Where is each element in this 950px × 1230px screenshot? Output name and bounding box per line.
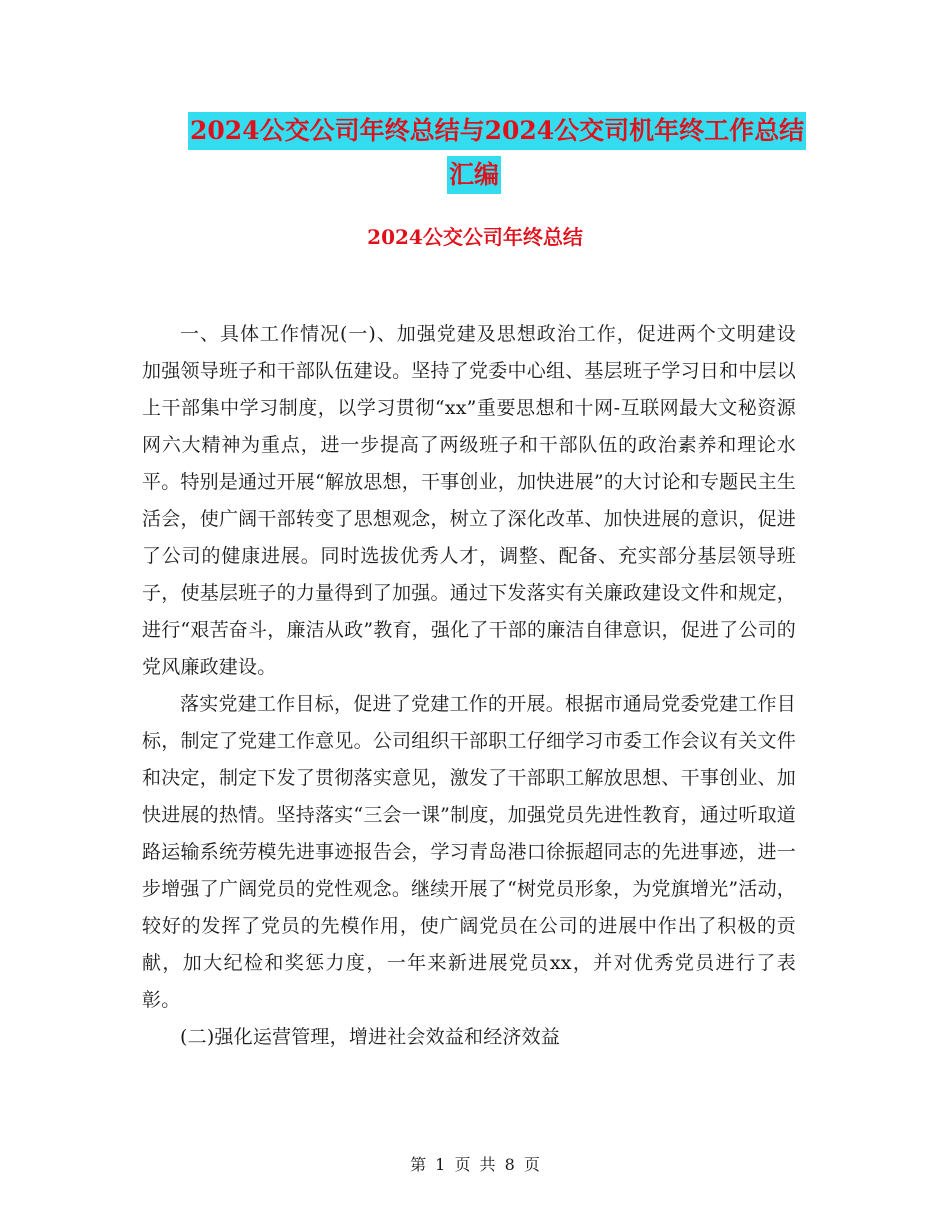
title-line-2: 汇编 (447, 156, 501, 194)
page-footer: 第 1 页 共 8 页 (410, 1155, 540, 1174)
paragraph-1: 一、具体工作情况(一)、加强党建及思想政治工作，促进两个文明建设 加强领导班子和干部队伍建设。坚持了党委中心组、基层班子学习日和中层以上干部集中学习制度，以学习贯彻“xx”重要思想和十网-互联网最大文秘资源网六大精神为重点，进一步提高了两级班子和干部队伍的政治素养和理论水平。特别是通过开展“解放思想，干事创业，加快进展”的大讨论和专题民主生活会，使广阔干部转变了思想观念，树立了深化改革、加快进展的意识，促进了公司的健康进展。同时选拔优秀人才，调整、配备、充实部分基层领导班子，使基层班子的力量得到了加强。通过下发落实有关廉政建设文件和规定，进行“艰苦奋斗，廉洁从政”教育，强化了干部的廉洁自律意识，促进了公司的党风廉政建设。 (142, 323, 796, 678)
document-body (142, 316, 796, 1056)
section-title: 2024公交公司年终总结 (367, 225, 583, 249)
title-line-1: 2024公交公司年终总结与2024公交司机年终工作总结 (188, 112, 806, 150)
paragraph-3: (二)强化运营管理，增进社会效益和经济效益 (180, 1026, 561, 1048)
paragraph-2: 落实党建工作目标，促进了党建工作的开展。根据市通局党委党建工作目标，制定了党建工作意见。公司组织干部职工仔细学习市委工作会议有关文件和决定，制定下发了贯彻落实意见，激发了干部职工解放思想、干事创业、加快进展的热情。坚持落实“三会一课”制度，加强党员先进性教育，通过听取道路运输系统劳模先进事迹报告会，学习青岛港口徐振超同志的先进事迹，进一步增强了广阔党员的党性观念。继续开展了“树党员形象，为党旗增光”活动，较好的发挥了党员的先模作用，使广阔党员在公司的进展中作出了积极的贡献，加大纪检和奖惩力度，一年来新进展党员xx，并对优秀党员进行了表彰。 (142, 693, 796, 1011)
